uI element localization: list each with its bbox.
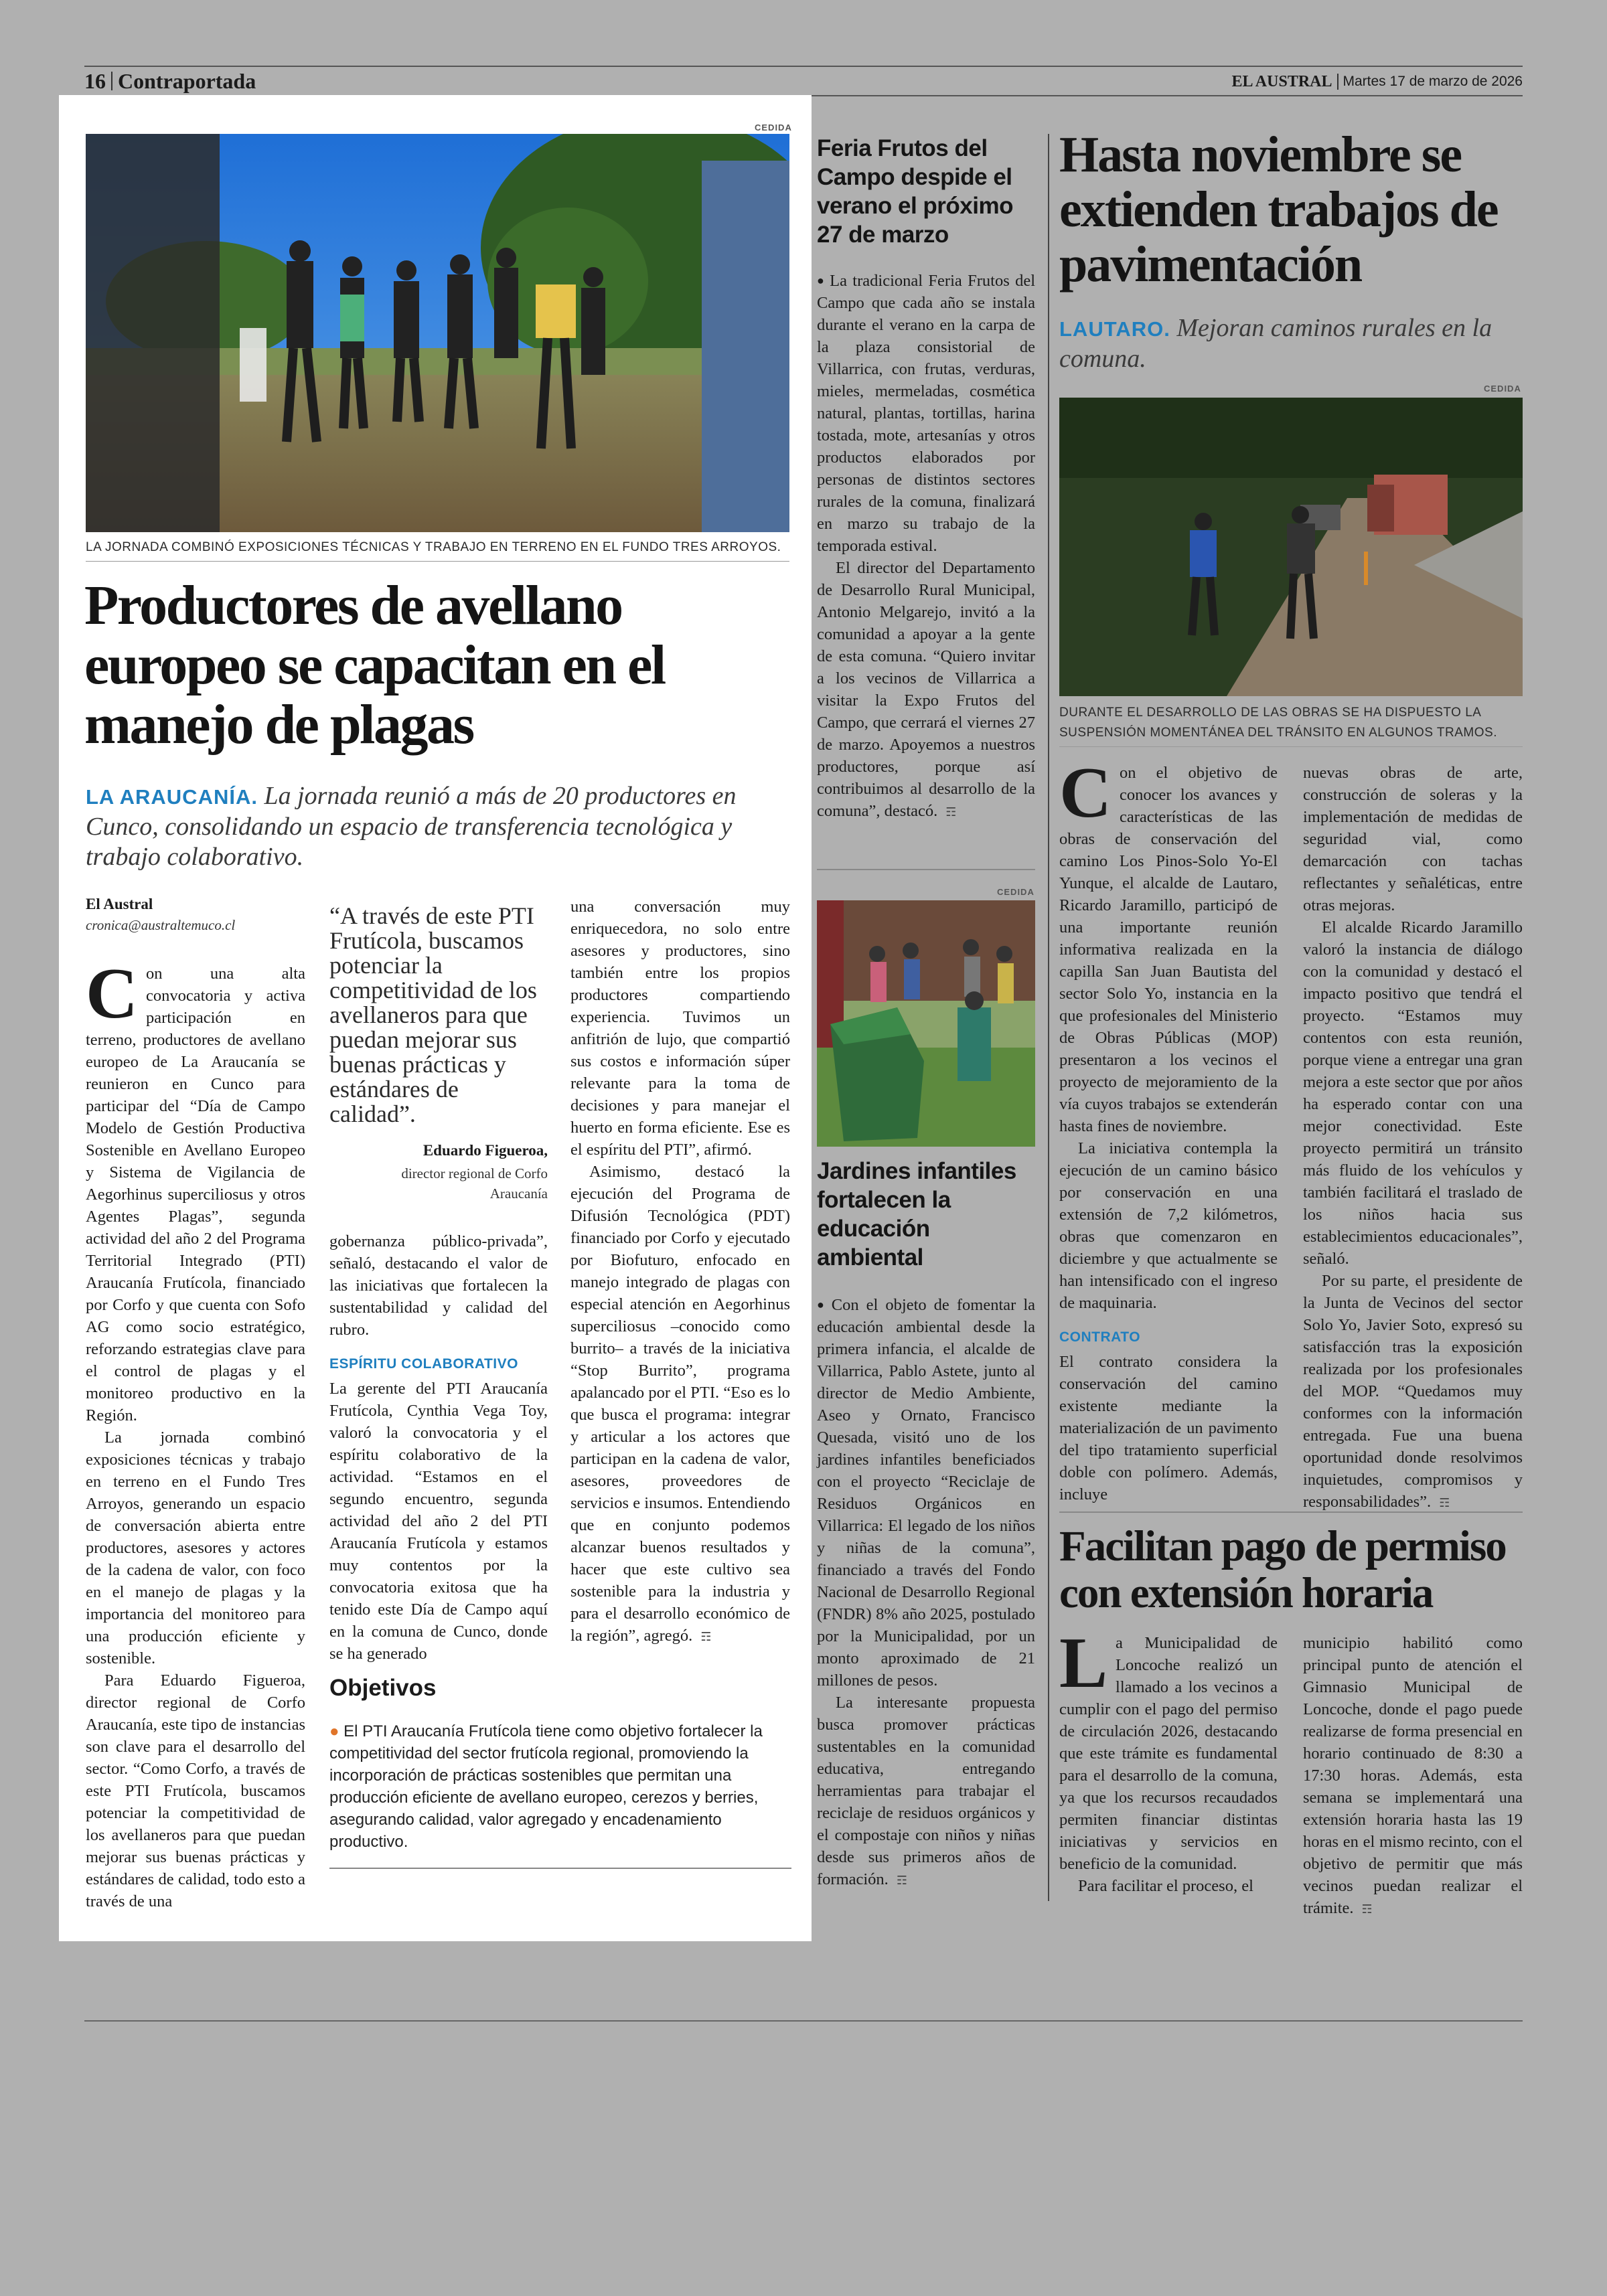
paragraph: on el objetivo de conocer los avances y características de las obras de conservación del camino Los Pinos-Solo Yo-El Yunque, el alcalde de Lautaro, Ricardo Jaramillo, participó de una importante reunión informativa realizada en la capilla San Juan Bautista del sector Solo Yo, instancia en la que profesionales del Ministerio de Obras Públicas (MOP) presentaron a los vecinos el proyecto de mejoramiento de la vía cuyos trabajos se extenderán hasta fines de noviembre. — [1059, 764, 1278, 1135]
main-column-1 — [86, 954, 305, 1912]
paragraph — [570, 896, 790, 1161]
header-separator — [111, 72, 112, 90]
byline: El Austral — [86, 896, 153, 912]
pavimentacion-kicker: LAUTARO. — [1059, 317, 1170, 341]
main-photo — [86, 134, 789, 532]
page-header-left — [84, 68, 256, 94]
end-mark: ☶ — [896, 1874, 907, 1888]
paragraph-text: El director del Departamento de Desarrollo Rural Municipal, Antonio Melgarejo, invitó a la comunidad a apoyar a la gente de esta comuna. “Quiero invitar a los vecinos de Villarrica a visitar la Expo Frutos del Campo, que cerrará el viernes 27 de marzo. Apoyemos a nuestros productores, porque así contribuimos al desarrollo de la comuna”, destacó. — [817, 559, 1035, 820]
main-column-3 — [570, 896, 790, 1648]
orange-bullet-icon: ● — [329, 1722, 339, 1740]
box-objetivos-text — [329, 1720, 791, 1853]
paragraph — [1303, 1632, 1523, 1920]
pavimentacion-column-1 — [1059, 753, 1278, 1505]
drop-cap: C — [86, 954, 138, 1034]
paragraph: ● Con el objeto de fomentar la educación ambiental desde la primera infancia, el alcalde de Villarrica, Pablo Astete, junto al director de Medio Ambiente, Aseo y Ornato, Francisco Quesada, visitó uno de los jardines infantiles beneficiados con el proyecto “Reciclaje de Residuos Orgánicos en Villarrica: El legado de los niños y niñas de la comuna”, financiado a través del Fondo Nacional de Desarrollo Regional (FNDR) 8% año 2025, postulado por la Municipalidad, por un monto aproximado de 21 millones de pesos. — [817, 1294, 1035, 1692]
permiso-column-2 — [1303, 1632, 1523, 1920]
jardines-headline: Jardines infantiles fortalecen la educación ambiental — [817, 1158, 1016, 1270]
box-rule — [329, 1868, 791, 1869]
pavimentacion-column-2 — [1303, 762, 1523, 1514]
header-top-rule — [84, 66, 1523, 67]
quote-author: Eduardo Figueroa, — [423, 1142, 548, 1159]
pull-quote: “A través de este PTI Frutícola, buscamos potenciar la competitividad de los avellaneros para que puedan mejorar sus buenas prácticas y estándares de calidad”. — [329, 902, 537, 1127]
paragraph: La jornada combinó exposiciones técnicas y trabajo en terreno en el Fundo Tres Arroyos, generando un espacio de conversación abierta entre productores, asesores y actores de la cadena de valor, con foco en el manejo de plagas y la importancia del monitoreo para una producción eficiente y sostenible. — [86, 1428, 305, 1667]
paragraph: La iniciativa contempla la ejecución de un camino básico por conservación en una extensión de 7,2 kilómetros, obras que comenzaron en diciembre y que actualmente se han intensificado con el ingreso de maquinaria. — [1059, 1139, 1278, 1312]
drop-cap: L — [1059, 1623, 1108, 1703]
paragraph: La gerente del PTI Araucanía Frutícola, Cynthia Vega Toy, valoró la convocatoria y el espíritu colaborativo de la actividad. “Estamos en el segundo encuentro, segunda actividad del año 2 del PTI Araucanía Frutícola y estamos muy contentos por la convocatoria exitosa que ha tenido este Día de Campo aquí en la comuna de Cunco, donde se ha generado — [329, 1380, 548, 1663]
paragraph — [1303, 1270, 1523, 1514]
subhead-espiritu: ESPÍRITU COLABORATIVO — [329, 1356, 518, 1372]
paragraph: El alcalde Ricardo Jaramillo valoró la instancia de diálogo con la comunidad y destacó el impacto positivo que tendrá el proyecto. “Estamos muy contentos con esta reunión, porque viene a entregar una gran mejora a este sector que por años ha esperado contar con una mejor conectividad. Este proyecto permitirá un tránsito más fluido de los vehículos y también facilitará el traslado de los niños hacia sus establecimientos educacionales”, señaló. — [1303, 918, 1523, 1268]
paragraph — [817, 557, 1035, 823]
permiso-headline: Facilitan pago de permiso con extensión horaria — [1059, 1522, 1506, 1617]
photo-credit-jardines: CEDIDA — [997, 887, 1035, 897]
photo-credit-main: CEDIDA — [755, 122, 792, 133]
paragraph — [817, 1692, 1035, 1892]
pavimentacion-rule — [1059, 1511, 1523, 1513]
drop-cap: C — [1059, 753, 1112, 833]
column-separator — [1048, 134, 1049, 1901]
paragraph: nuevas obras de arte, construcción de soleras y la implementación de medidas de seguridad vial, como demarcación con tachas reflectantes y señaléticas, entre otras mejoras. — [1303, 764, 1523, 914]
paragraph: on una alta convocatoria y activa participación en terreno, productores de avellano europeo de La Araucanía se reunieron en Cunco para participar del “Día de Campo Modelo de Gestión Productiva Sostenible en Avellano Europeo y Sistema de Vigilancia de Aegorhinus superciliosus y otros Agentes Plagas”, segunda actividad del año 2 del Programa Territorial Integrado (PTI) Araucanía Frutícola, financiado por Corfo y que cuenta con Sofo AG como socio estratégico, reforzando estrategias clave para el control de plagas y el monitoreo productivo en la Región. — [86, 965, 305, 1424]
paragraph — [570, 1161, 790, 1648]
pavimentacion-photo — [1059, 398, 1523, 696]
quote-role: director regional de Corfo Araucanía — [401, 1165, 548, 1202]
paragraph: ● La tradicional Feria Frutos del Campo que cada año se instala durante el verano en la carpa de la plaza consistorial de Villarrica, con frutas, verduras, mieles, mermeladas, cosmética natural, plantas, tortillas, harina tostada, mote, artesanías y otros productos elaborados por personas de distintos sectores rurales de la comuna, finalizará en marzo su trabajo de la temporada estival. — [817, 270, 1035, 557]
paragraph: a Municipalidad de Loncoche realizó un llamado a los vecinos a cumplir con el pago del permiso de circulación 2026, destacando que este trámite es fundamental para el desarrollo de la comuna, ya que los recursos recaudados permiten financiar distintas iniciativas y servicios en beneficio de la comunidad. — [1059, 1634, 1278, 1873]
main-photo-caption: LA JORNADA COMBINÓ EXPOSICIONES TÉCNICAS Y TRABAJO EN TERRENO EN EL FUNDO TRES ARROYOS. — [86, 540, 781, 554]
subhead-contrato: CONTRATO — [1059, 1329, 1141, 1345]
page-number: 16 — [84, 68, 106, 93]
pavimentacion-deck — [1059, 313, 1528, 374]
permiso-column-1 — [1059, 1623, 1278, 1897]
section-name: Contraportada — [118, 68, 256, 93]
paragraph-text: Por su parte, el presidente de la Junta de Vecinos del sector Solo Yo, Javier Soto, expresó su satisfacción tras la exposición realizada por los profesionales del MOP. “Quedamos muy conformes con la información entregada. Fue una buena oportunidad donde resolvimos inquietudes, compromisos y responsabilidades”. — [1303, 1272, 1523, 1511]
paragraph: Para facilitar el proceso, el — [1078, 1877, 1253, 1895]
box-objetivos-title: Objetivos — [329, 1675, 437, 1701]
main-column-2 — [329, 1230, 548, 1665]
paragraph: gobernanza público-privada”, señaló, destacando el valor de las iniciativas que fortalecen la sustentabilidad y calidad del rubro. — [329, 1232, 548, 1339]
caption-rule — [86, 561, 789, 562]
jardines-body — [817, 1294, 1035, 1892]
end-mark: ☶ — [945, 805, 957, 819]
main-deck — [86, 781, 782, 872]
paragraph-text: municipio habilitó como principal punto de atención el Gimnasio Municipal de Loncoche, donde el pago puede realizarse de forma presencial en horario continuado de 8:30 a 17:30 horas. Además, esta semana se implementará una extensión horaria hasta las 19 horas en el mismo recinto, con el objetivo de permitir que más vecinos puedan realizar el trámite. — [1303, 1634, 1523, 1917]
header-separator-right — [1337, 74, 1338, 90]
jardines-photo — [817, 900, 1035, 1147]
main-deck-text: La jornada reunió a más de 20 productores en Cunco, consolidando un espacio de transferencia tecnológica y trabajo colaborativo. — [86, 782, 737, 871]
paragraph-text: La interesante propuesta busca promover prácticas sustentables en la comunidad educativa, entregando herramientas para trabajar el reciclaje de residuos orgánicos y el compostaje con niños y niñas desde sus primeros años de formación. — [817, 1694, 1035, 1888]
end-mark: ☶ — [1439, 1496, 1450, 1510]
pavimentacion-headline: Hasta noviembre se extienden trabajos de pavimentación — [1059, 127, 1498, 293]
photo-credit-pavimentacion: CEDIDA — [1484, 384, 1521, 394]
paragraph-text: Asimismo, destacó la ejecución del Programa de Difusión Tecnológica (PDT) financiado por Corfo y ejecutado por Biofuturo, enfocado en manejo integrado de plagas con especial atención en Aegorhinus superciliosus –conocido como burrito– a través de la iniciativa “Stop Burrito”, programa apalancado por el PTI. “Eso es lo que busca el programa: integrar y articular a los actores que participan en la cadena de valor, asesores, proveedores de servicios e insumos. Entendiendo que en conjunto podemos alcanzar buenos resultados y hacer que este cultivo sea sostenible para la industria y para el desarrollo económico de la región”, agregó. — [570, 1163, 790, 1645]
header-date: Martes 17 de marzo de 2026 — [1343, 74, 1523, 89]
main-kicker: LA ARAUCANÍA. — [86, 785, 258, 809]
pavimentacion-deck-text: Mejoran caminos rurales en la comuna. — [1059, 314, 1493, 373]
end-mark: ☶ — [1361, 1902, 1373, 1916]
paragraph: El contrato considera la conservación del camino existente mediante la materialización de un pavimento del tipo tratamiento superficial doble con polímero. Además, incluye — [1059, 1353, 1278, 1503]
byline-email[interactable]: cronica@australtemuco.cl — [86, 917, 236, 933]
paragraph-text: una conversación muy enriquecedora, no solo entre asesores y productores, sino también entre los propios productores compartiendo experiencia. Tuvimos un anfitrión de lujo, que compartió sus costos e información súper relevante para la toma de decisiones y para manejar el huerto en forma eficiente. Ese es el espíritu del PTI”, afirmó. — [570, 898, 790, 1159]
pavimentacion-caption-rule — [1059, 746, 1523, 747]
pavimentacion-caption: DURANTE EL DESARROLLO DE LAS OBRAS SE HA DISPUESTO LA SUSPENSIÓN MOMENTÁNEA DEL TRÁNSITO EN ALGUNOS TRAMOS. — [1059, 706, 1497, 740]
page-bottom-rule — [84, 2020, 1523, 2022]
feria-body — [817, 270, 1035, 823]
newspaper-name: EL AUSTRAL — [1231, 72, 1332, 90]
page-header-right — [1231, 70, 1523, 94]
main-headline: Productores de avellano europeo se capacitan en el manejo de plagas — [84, 574, 665, 756]
feria-headline: Feria Frutos del Campo despide el verano el próximo 27 de marzo — [817, 135, 1013, 248]
paragraph: Para Eduardo Figueroa, director regional de Corfo Araucanía, este tipo de instancias son clave para el desarrollo del sector. “Como Corfo, a través de este PTI Frutícola, buscamos potenciar la competitividad de los avellaneros para que puedan mejorar sus buenas prácticas y estándares de calidad, todo esto a través de una — [86, 1671, 305, 1910]
end-mark: ☶ — [700, 1630, 712, 1644]
feria-rule — [817, 869, 1035, 870]
box-objetivos-body: El PTI Araucanía Frutícola tiene como objetivo fortalecer la competitividad del sector frutícola regional, promoviendo la incorporación de prácticas sostenibles que permitan una producción eficiente de avellano europeo, cerezos y berries, asegurando calidad, valor agregado y encadenamiento productivo. — [329, 1722, 763, 1851]
